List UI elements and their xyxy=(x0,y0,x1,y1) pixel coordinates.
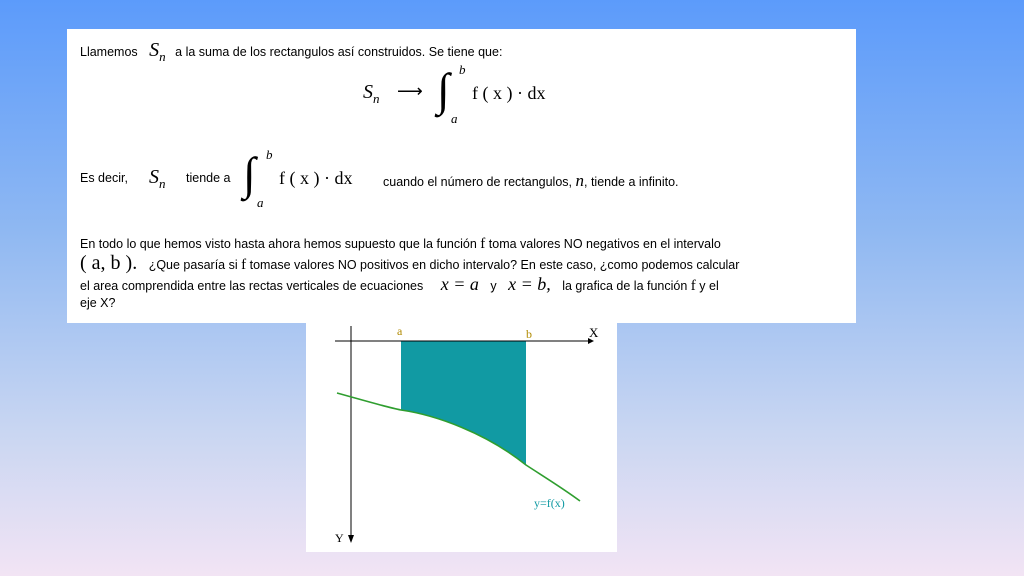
formula-upper-limit: b xyxy=(459,62,466,77)
tends-suffix: cuando el número de rectangulos, n, tiende a infinito. xyxy=(383,171,679,190)
label-a: a xyxy=(397,324,403,338)
intro-suffix: a la suma de los rectangulos así construidos. Se tiene que: xyxy=(175,45,503,59)
sum-symbol: $S_n$ xyxy=(149,39,166,64)
label-b: b xyxy=(526,327,532,341)
tends-upper-limit: b xyxy=(266,147,273,162)
tends-prefix: Es decir, xyxy=(80,171,128,185)
formula-arrow: ⟶ xyxy=(397,81,423,101)
tends-sum-symbol: $S_n$ xyxy=(149,166,166,191)
paragraph-line-1: En todo lo que hemos visto hasta ahora hemos supuesto que la función f toma valores NO negativos en el intervalo xyxy=(80,236,721,252)
y-axis-arrow xyxy=(348,535,354,543)
area-graph xyxy=(306,323,617,552)
paragraph-line-2: ( a, b ). ¿Que pasaría si f tomase valores NO positivos en dicho intervalo? En este caso, ¿como podemos calcular xyxy=(80,252,740,274)
intro-line xyxy=(80,39,502,62)
area-figure xyxy=(306,323,617,552)
intro-prefix: Llamemos xyxy=(80,45,138,59)
formula-integral-sign: ∫ xyxy=(437,64,450,115)
shaded-area xyxy=(401,341,526,465)
formula-lower-limit: a xyxy=(451,111,458,126)
formula-integrand: f ( x ) · dx xyxy=(472,83,546,103)
label-y: Y xyxy=(335,531,344,545)
tends-integral-sign: ∫ xyxy=(243,148,256,199)
label-x: X xyxy=(589,325,599,340)
paragraph-line-4: eje X? xyxy=(80,296,116,310)
tends-integrand: f ( x ) · dx xyxy=(279,168,353,188)
text-panel xyxy=(67,29,856,323)
paragraph-line-3: el area comprendida entre las rectas verticales de ecuaciones x = a y x = b, la grafica de la función f y el xyxy=(80,274,719,294)
tends-lower-limit: a xyxy=(257,195,264,210)
formula-lhs: $S_n$ xyxy=(363,81,380,106)
tends-word: tiende a xyxy=(186,171,231,185)
curve-label: y=f(x) xyxy=(534,496,565,510)
